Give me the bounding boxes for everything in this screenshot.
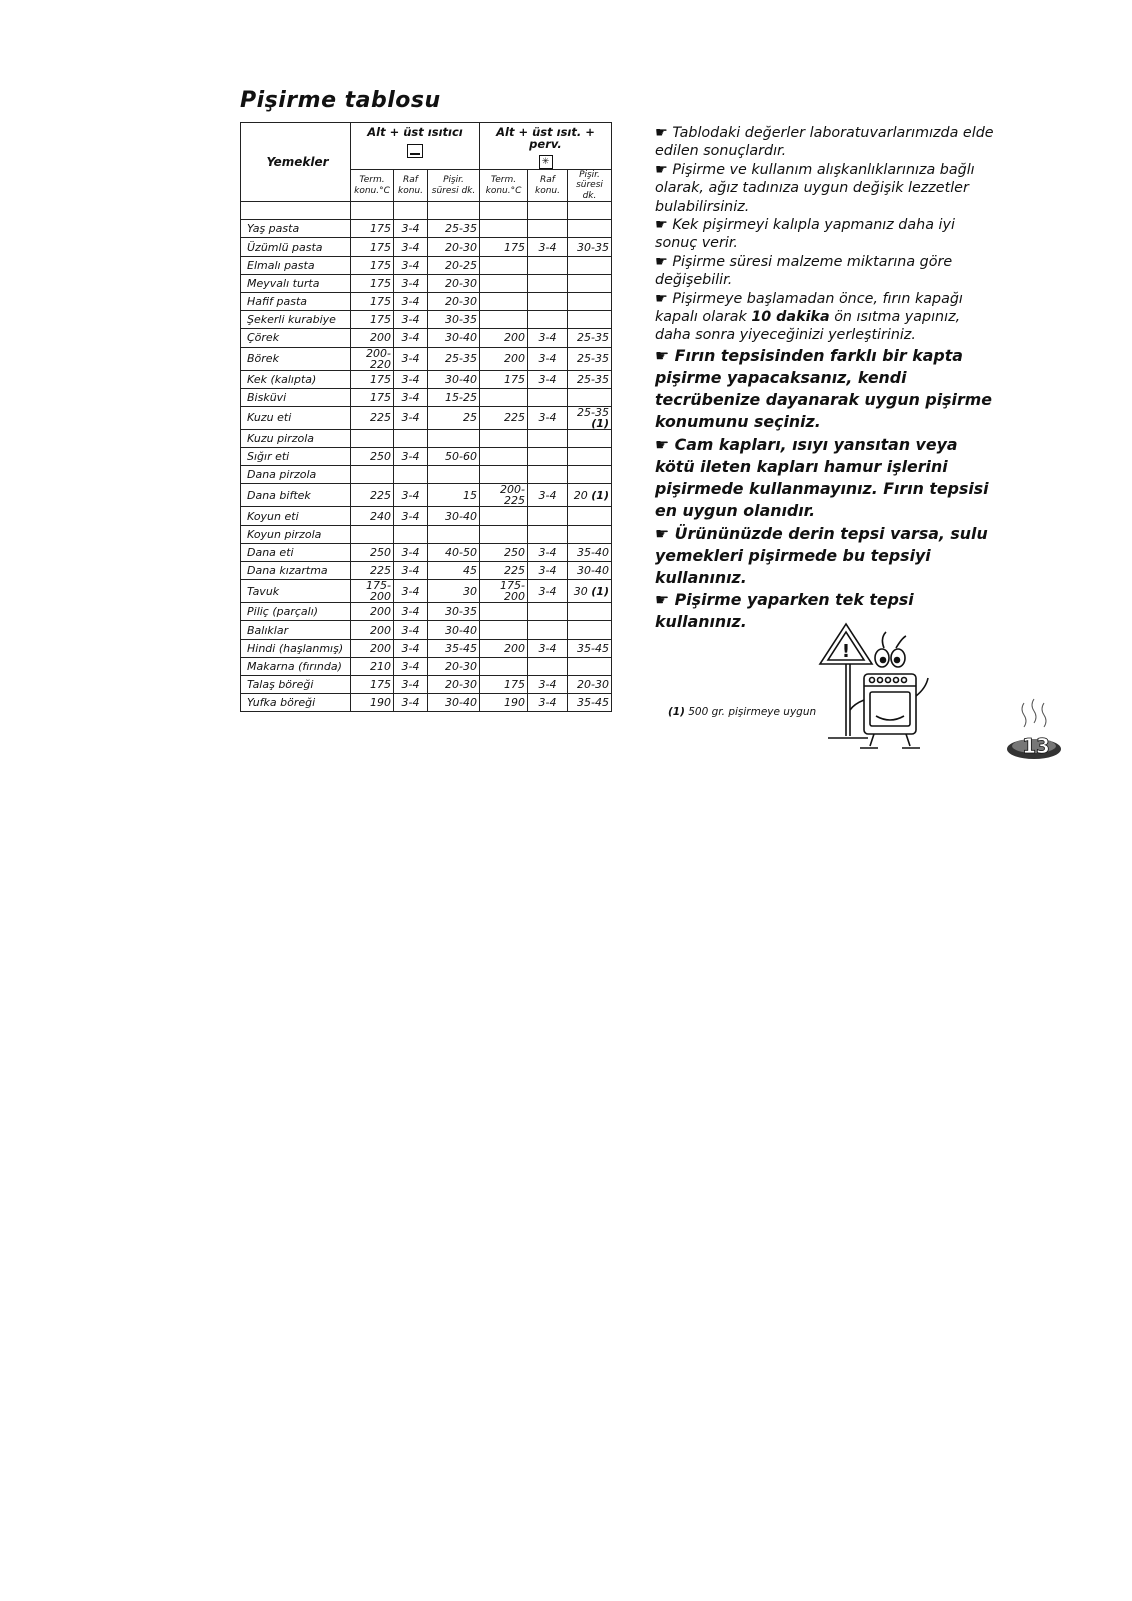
table-row <box>241 220 612 238</box>
time-cell-1: 30-35 <box>428 311 480 329</box>
pointing-hand-icon: ☛ <box>655 290 668 307</box>
spacer-row <box>241 202 612 220</box>
table-row <box>241 525 612 543</box>
food-cell: Koyun eti <box>241 507 351 525</box>
raf-cell-2 <box>528 292 568 310</box>
temp-cell-2: 200 <box>480 347 528 370</box>
temp-cell-2: 225 <box>480 406 528 429</box>
table-row <box>241 543 612 561</box>
temp-cell-2 <box>480 657 528 675</box>
temp-cell-1: 175 <box>351 256 394 274</box>
time-cell-1: 25 <box>428 406 480 429</box>
subheader-raf-1: Raf konu. <box>394 170 428 202</box>
temp-cell-2: 250 <box>480 543 528 561</box>
subheader-time-1: Pişir. süresi dk. <box>428 170 480 202</box>
time-cell-1: 50-60 <box>428 448 480 466</box>
table-row <box>241 657 612 675</box>
time-cell-1: 40-50 <box>428 543 480 561</box>
temp-cell-1: 175 <box>351 370 394 388</box>
food-cell: Hindi (haşlanmış) <box>241 639 351 657</box>
time-cell-1: 30-40 <box>428 370 480 388</box>
time-cell-2 <box>568 621 612 639</box>
table-row <box>241 256 612 274</box>
temp-cell-1 <box>351 429 394 447</box>
temp-cell-1: 200 <box>351 621 394 639</box>
header-food: Yemekler <box>241 123 351 202</box>
temp-cell-1: 200 <box>351 329 394 347</box>
raf-cell-2: 3-4 <box>528 329 568 347</box>
temp-cell-2 <box>480 603 528 621</box>
temp-cell-1: 175 <box>351 675 394 693</box>
footnote-ref: (1) <box>591 416 609 430</box>
subheader-raf-2: Raf konu. <box>528 170 568 202</box>
cooking-table <box>240 122 612 712</box>
raf-cell-1: 3-4 <box>394 657 428 675</box>
raf-cell-2: 3-4 <box>528 347 568 370</box>
time-cell-2 <box>568 603 612 621</box>
temp-cell-2 <box>480 388 528 406</box>
table-row <box>241 694 612 712</box>
time-cell-1 <box>428 466 480 484</box>
raf-cell-2 <box>528 429 568 447</box>
time-cell-2: 30-40 <box>568 562 612 580</box>
time-cell-1: 30-40 <box>428 329 480 347</box>
note-2: ☛ Pişirme ve kullanım alışkanlıklarınıza bağlı olarak, ağız tadınıza uygun değişik lezzetler bulabilirsiniz. <box>655 161 975 215</box>
temp-cell-1: 175-200 <box>351 580 394 603</box>
time-cell-1: 20-30 <box>428 657 480 675</box>
time-cell-1 <box>428 525 480 543</box>
raf-cell-2: 3-4 <box>528 562 568 580</box>
warning-sign-mark: ! <box>841 641 851 662</box>
table-row <box>241 311 612 329</box>
time-cell-1: 20-30 <box>428 292 480 310</box>
note-6: ☛ Fırın tepsisinden farklı bir kapta pişirme yapacaksanız, kendi tecrübenize dayanarak uygun pişirme konumunu seçiniz. <box>655 345 992 432</box>
footnote: (1) 500 gr. pişirmeye uygun <box>668 706 817 718</box>
oven-mascot-illustration <box>814 620 932 752</box>
raf-cell-2 <box>528 621 568 639</box>
pointing-hand-icon: ☛ <box>655 217 668 234</box>
time-cell-2 <box>568 292 612 310</box>
raf-cell-2: 3-4 <box>528 639 568 657</box>
note-7: ☛ Cam kapları, ısıyı yansıtan veya kötü ileten kapları hamur işlerini pişirmede kullanmayınız. Fırın tepsisi en uygun olanıdır. <box>655 434 989 521</box>
note-8: ☛ Ürününüzde derin tepsi varsa, sulu yemekleri pişirmede bu tepsiyi kullanınız. <box>655 523 988 587</box>
footnote-ref: (1) <box>591 488 609 502</box>
food-cell: Tavuk <box>241 580 351 603</box>
raf-cell-1 <box>394 429 428 447</box>
raf-cell-2: 3-4 <box>528 406 568 429</box>
temp-cell-1: 250 <box>351 448 394 466</box>
table-row <box>241 429 612 447</box>
raf-cell-2 <box>528 466 568 484</box>
pointing-hand-icon: ☛ <box>655 523 670 543</box>
table-row <box>241 621 612 639</box>
temp-cell-1: 175 <box>351 292 394 310</box>
raf-cell-2 <box>528 220 568 238</box>
time-cell-2 <box>568 274 612 292</box>
notes-panel <box>655 124 1000 634</box>
temp-cell-2 <box>480 220 528 238</box>
time-cell-2 <box>568 256 612 274</box>
time-cell-1: 35-45 <box>428 639 480 657</box>
time-cell-1: 30-35 <box>428 603 480 621</box>
raf-cell-1: 3-4 <box>394 406 428 429</box>
temp-cell-2 <box>480 256 528 274</box>
temp-cell-1 <box>351 466 394 484</box>
food-cell: Dana biftek <box>241 484 351 507</box>
time-cell-2: 35-40 <box>568 543 612 561</box>
food-cell: Üzümlü pasta <box>241 238 351 256</box>
raf-cell-1: 3-4 <box>394 580 428 603</box>
time-cell-2 <box>568 311 612 329</box>
temp-cell-1: 175 <box>351 388 394 406</box>
temp-cell-1: 175 <box>351 311 394 329</box>
note-5: ☛ Pişirmeye başlamadan önce, fırın kapağı kapalı olarak 10 dakika ön ısıtma yapınız, daha sonra yiyeceğinizi yerleştiriniz. <box>655 290 963 344</box>
raf-cell-1: 3-4 <box>394 329 428 347</box>
temp-cell-2: 225 <box>480 562 528 580</box>
raf-cell-2: 3-4 <box>528 543 568 561</box>
note-9: ☛ Pişirme yaparken tek tepsi kullanınız. <box>655 590 914 632</box>
time-cell-1: 25-35 <box>428 220 480 238</box>
food-cell: Hafif pasta <box>241 292 351 310</box>
temp-cell-1: 200 <box>351 639 394 657</box>
raf-cell-1: 3-4 <box>394 562 428 580</box>
fan-heater-icon: ✳ <box>539 155 553 169</box>
table-row <box>241 675 612 693</box>
raf-cell-1: 3-4 <box>394 543 428 561</box>
raf-cell-2 <box>528 274 568 292</box>
time-cell-2: 20 (1) <box>568 484 612 507</box>
pointing-hand-icon: ☛ <box>655 434 670 454</box>
temp-cell-2: 175 <box>480 675 528 693</box>
table-row <box>241 329 612 347</box>
raf-cell-1: 3-4 <box>394 675 428 693</box>
note-4: ☛ Pişirme süresi malzeme miktarına göre değişebilir. <box>655 253 953 289</box>
table-row <box>241 370 612 388</box>
group2-title: Alt + üst ısıt. + perv. <box>496 125 595 151</box>
raf-cell-2: 3-4 <box>528 694 568 712</box>
time-cell-1: 15-25 <box>428 388 480 406</box>
page-number-badge <box>1006 695 1062 765</box>
time-cell-1: 20-30 <box>428 274 480 292</box>
temp-cell-1: 200 <box>351 603 394 621</box>
raf-cell-1: 3-4 <box>394 292 428 310</box>
temp-cell-2 <box>480 507 528 525</box>
time-cell-2 <box>568 525 612 543</box>
table-row <box>241 639 612 657</box>
subheader-temp-1: Term. konu.°C <box>351 170 394 202</box>
time-cell-1: 20-25 <box>428 256 480 274</box>
table-row <box>241 238 612 256</box>
time-cell-2: 25-35 (1) <box>568 406 612 429</box>
top-bottom-heater-icon <box>407 144 423 158</box>
time-cell-2 <box>568 429 612 447</box>
temp-cell-2: 200 <box>480 329 528 347</box>
raf-cell-1: 3-4 <box>394 238 428 256</box>
table-row <box>241 388 612 406</box>
temp-cell-2: 175 <box>480 370 528 388</box>
temp-cell-2 <box>480 466 528 484</box>
food-cell: Talaş böreği <box>241 675 351 693</box>
raf-cell-2: 3-4 <box>528 675 568 693</box>
temp-cell-2 <box>480 525 528 543</box>
raf-cell-2 <box>528 525 568 543</box>
temp-cell-2 <box>480 621 528 639</box>
raf-cell-1: 3-4 <box>394 603 428 621</box>
time-cell-2: 25-35 <box>568 370 612 388</box>
table-row <box>241 507 612 525</box>
group1-title: Alt + üst ısıtıcı <box>367 125 463 139</box>
temp-cell-2 <box>480 274 528 292</box>
temp-cell-1: 250 <box>351 543 394 561</box>
food-cell: Piliç (parçalı) <box>241 603 351 621</box>
temp-cell-1: 175 <box>351 220 394 238</box>
food-cell: Yufka böreği <box>241 694 351 712</box>
pointing-hand-icon: ☛ <box>655 125 668 141</box>
time-cell-2 <box>568 448 612 466</box>
food-cell: Kek (kalıpta) <box>241 370 351 388</box>
time-cell-2: 20-30 <box>568 675 612 693</box>
time-cell-2: 25-35 <box>568 347 612 370</box>
food-cell: Elmalı pasta <box>241 256 351 274</box>
pointing-hand-icon: ☛ <box>655 161 668 178</box>
temp-cell-1: 225 <box>351 562 394 580</box>
time-cell-2: 35-45 <box>568 639 612 657</box>
time-cell-1: 30-40 <box>428 694 480 712</box>
food-cell: Çörek <box>241 329 351 347</box>
raf-cell-2 <box>528 507 568 525</box>
table-row <box>241 292 612 310</box>
table-row <box>241 448 612 466</box>
time-cell-2 <box>568 388 612 406</box>
temp-cell-1 <box>351 525 394 543</box>
table-row <box>241 347 612 370</box>
temp-cell-2: 200-225 <box>480 484 528 507</box>
time-cell-2 <box>568 507 612 525</box>
table-row <box>241 484 612 507</box>
temp-cell-1: 225 <box>351 484 394 507</box>
food-cell: Börek <box>241 347 351 370</box>
footnote-ref: (1) <box>591 584 609 598</box>
time-cell-1: 45 <box>428 562 480 580</box>
temp-cell-1: 210 <box>351 657 394 675</box>
header-group-2 <box>480 123 612 170</box>
time-cell-2: 30 (1) <box>568 580 612 603</box>
pointing-hand-icon: ☛ <box>655 253 668 270</box>
raf-cell-2: 3-4 <box>528 238 568 256</box>
raf-cell-1: 3-4 <box>394 347 428 370</box>
time-cell-1: 30 <box>428 580 480 603</box>
food-cell: Koyun pirzola <box>241 525 351 543</box>
temp-cell-2 <box>480 292 528 310</box>
table-row <box>241 466 612 484</box>
raf-cell-1: 3-4 <box>394 621 428 639</box>
food-cell: Meyvalı turta <box>241 274 351 292</box>
food-cell: Balıklar <box>241 621 351 639</box>
temp-cell-1: 175 <box>351 238 394 256</box>
table-row <box>241 406 612 429</box>
time-cell-2 <box>568 657 612 675</box>
raf-cell-1: 3-4 <box>394 220 428 238</box>
time-cell-1: 30-40 <box>428 621 480 639</box>
raf-cell-2 <box>528 388 568 406</box>
page-number: 13 <box>1022 734 1050 758</box>
food-cell: Kuzu pirzola <box>241 429 351 447</box>
note-1: ☛ Tablodaki değerler laboratuvarlarımızda elde edilen sonuçlardır. <box>655 125 994 160</box>
food-cell: Yaş pasta <box>241 220 351 238</box>
time-cell-1: 25-35 <box>428 347 480 370</box>
table-row <box>241 274 612 292</box>
time-cell-1: 20-30 <box>428 238 480 256</box>
temp-cell-2: 175 <box>480 238 528 256</box>
raf-cell-1: 3-4 <box>394 448 428 466</box>
food-cell: Dana kızartma <box>241 562 351 580</box>
temp-cell-2: 200 <box>480 639 528 657</box>
raf-cell-1: 3-4 <box>394 484 428 507</box>
raf-cell-1: 3-4 <box>394 639 428 657</box>
pointing-hand-icon: ☛ <box>655 345 670 365</box>
time-cell-2: 30-35 <box>568 238 612 256</box>
temp-cell-1: 200-220 <box>351 347 394 370</box>
raf-cell-1: 3-4 <box>394 507 428 525</box>
pointing-hand-icon: ☛ <box>655 590 670 610</box>
raf-cell-1: 3-4 <box>394 694 428 712</box>
raf-cell-2: 3-4 <box>528 370 568 388</box>
food-cell: Makarna (fırında) <box>241 657 351 675</box>
temp-cell-2 <box>480 311 528 329</box>
food-cell: Dana pirzola <box>241 466 351 484</box>
raf-cell-1: 3-4 <box>394 370 428 388</box>
food-cell: Kuzu eti <box>241 406 351 429</box>
temp-cell-1: 190 <box>351 694 394 712</box>
time-cell-1: 20-30 <box>428 675 480 693</box>
raf-cell-2 <box>528 657 568 675</box>
time-cell-1 <box>428 429 480 447</box>
time-cell-2 <box>568 220 612 238</box>
food-cell: Dana eti <box>241 543 351 561</box>
table-body <box>241 202 612 712</box>
temp-cell-1: 175 <box>351 274 394 292</box>
time-cell-1: 15 <box>428 484 480 507</box>
food-cell: Bisküvi <box>241 388 351 406</box>
raf-cell-2: 3-4 <box>528 484 568 507</box>
food-cell: Sığır eti <box>241 448 351 466</box>
temp-cell-2: 175-200 <box>480 580 528 603</box>
time-cell-2 <box>568 466 612 484</box>
table-row <box>241 562 612 580</box>
table-row <box>241 603 612 621</box>
temp-cell-2 <box>480 448 528 466</box>
food-cell: Şekerli kurabiye <box>241 311 351 329</box>
table-row <box>241 580 612 603</box>
raf-cell-1: 3-4 <box>394 311 428 329</box>
temp-cell-2 <box>480 429 528 447</box>
raf-cell-1 <box>394 525 428 543</box>
raf-cell-2: 3-4 <box>528 580 568 603</box>
subheader-temp-2: Term. konu.°C <box>480 170 528 202</box>
raf-cell-1 <box>394 466 428 484</box>
raf-cell-2 <box>528 311 568 329</box>
raf-cell-1: 3-4 <box>394 256 428 274</box>
time-cell-2: 25-35 <box>568 329 612 347</box>
page-title: Pişirme tablosu <box>240 88 441 113</box>
time-cell-1: 30-40 <box>428 507 480 525</box>
raf-cell-1: 3-4 <box>394 274 428 292</box>
raf-cell-1: 3-4 <box>394 388 428 406</box>
temp-cell-1: 225 <box>351 406 394 429</box>
temp-cell-1: 240 <box>351 507 394 525</box>
subheader-time-2: Pişir. süresi dk. <box>568 170 612 202</box>
raf-cell-2 <box>528 256 568 274</box>
time-cell-2: 35-45 <box>568 694 612 712</box>
header-group-1 <box>351 123 480 170</box>
raf-cell-2 <box>528 448 568 466</box>
temp-cell-2: 190 <box>480 694 528 712</box>
raf-cell-2 <box>528 603 568 621</box>
note-3: ☛ Kek pişirmeyi kalıpla yapmanız daha iyi sonuç verir. <box>655 217 955 252</box>
